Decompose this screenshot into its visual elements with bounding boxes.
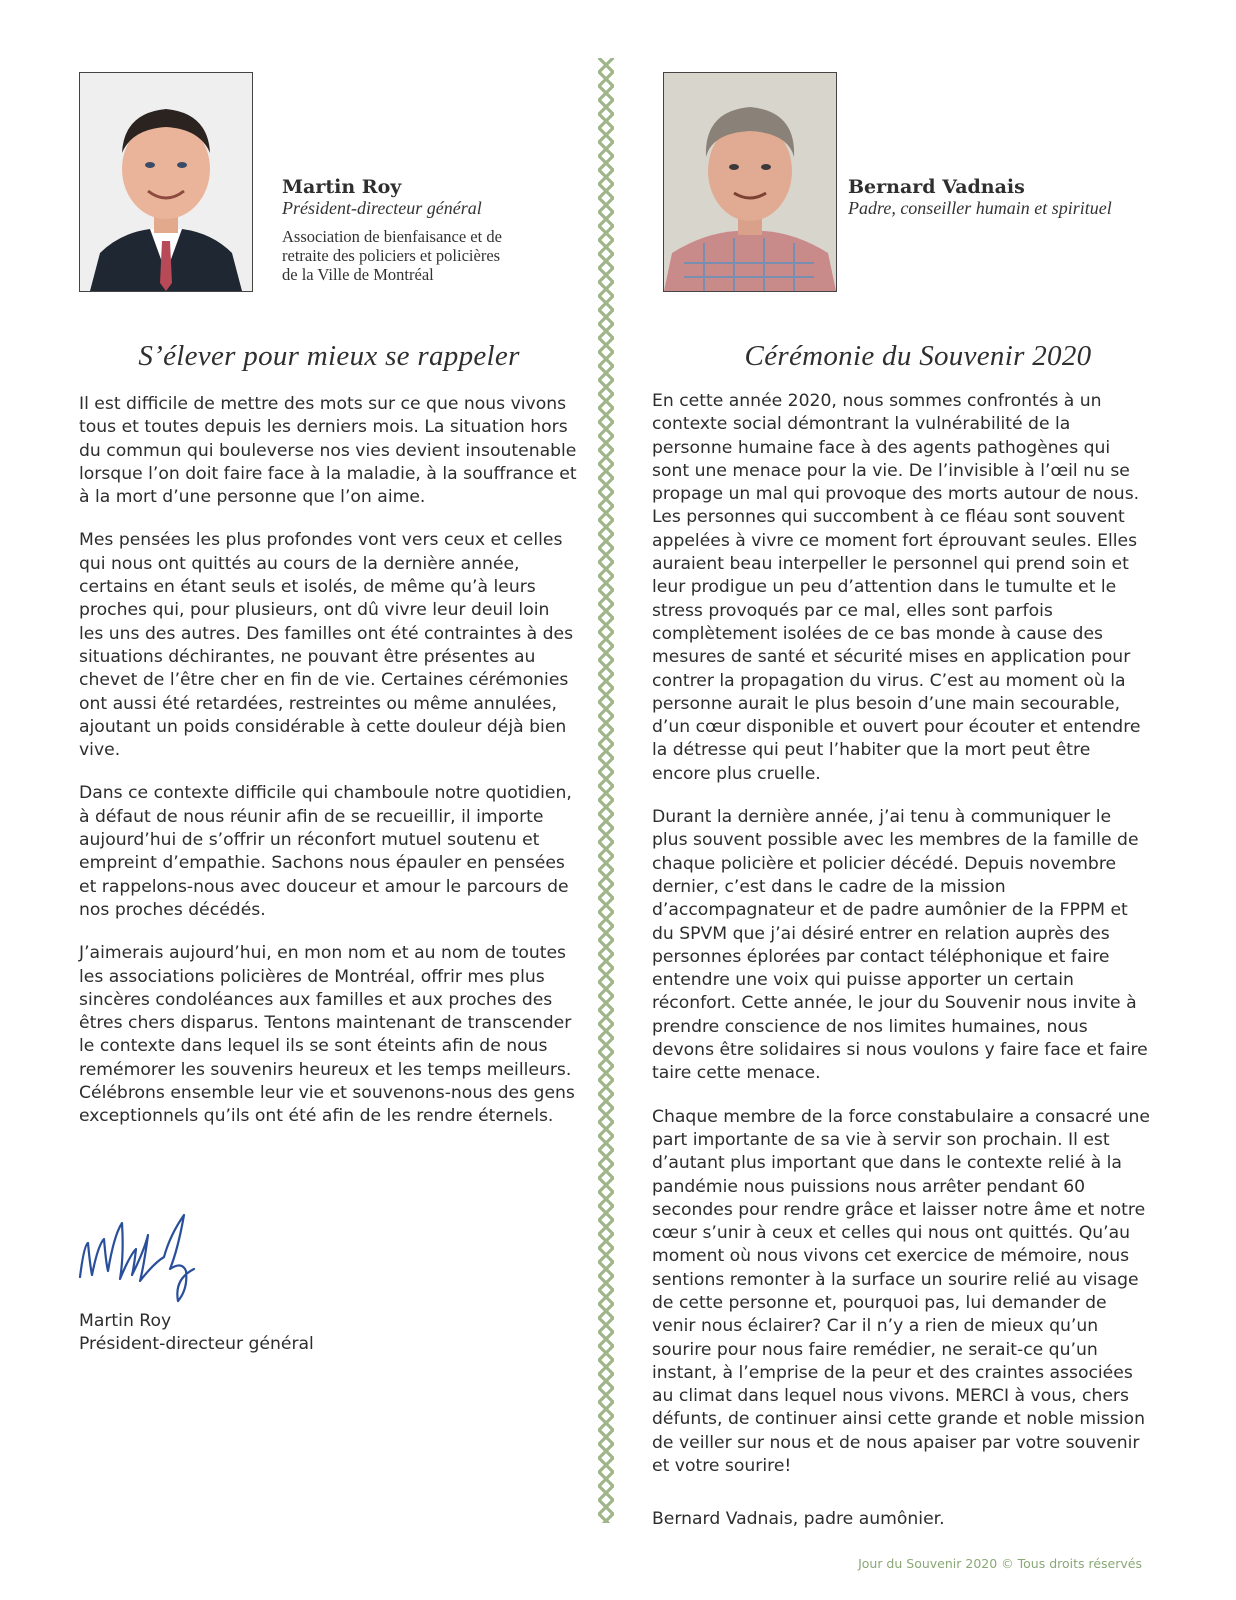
left-byline <box>282 176 582 284</box>
footer-copyright: Jour du Souvenir 2020 © Tous droits réservés <box>858 1556 1142 1571</box>
author-role: Président-directeur général <box>282 198 482 218</box>
paragraph: J’aimerais aujourd’hui, en mon nom et au nom de toutes les associations policières de Montréal, offrir mes plus sincères condoléances aux familles et aux proches des êtres chers disparus. Tentons maintenant de transcender le contexte dans lequel ils se sont éteints afin de nous remémorer les souvenirs heureux et les temps meilleurs. Célébrons ensemble leur vie et souvenons-nous des gens exceptionnels qu’ils ont été afin de les rendre éternels. <box>79 943 575 1127</box>
signoff-role: Président-directeur général <box>79 1334 314 1355</box>
paragraph: Dans ce contexte difficile qui chamboule notre quotidien, à défaut de nous réunir afin de se recueillir, il importe aujourd’hui de s’offrir un réconfort mutuel soutenu et empreint d’empathie. Sachons nous épauler en pensées et rappelons-nous avec douceur et amour le parcours de nos proches décédés. <box>79 783 572 920</box>
org-line: retraite des policiers et policières <box>282 246 501 265</box>
left-heading: S’élever pour mieux se rappeler <box>138 340 520 372</box>
paragraph: Chaque membre de la force constabulaire a consacré une part importante de sa vie à servir son prochain. Il est d’autant plus important que dans le contexte relié à la pandémie nous puissions nous arrêter pendant 60 secondes pour rendre grâce et laisser notre âme et notre cœur s’unir à ceux et celles qui nous ont quittés. Qu’au moment où nous vivons cet exercice de mémoire, nous sentions remonter à la surface un sourire relié au visage de cette personne et, pourquoi pas, lui demander de venir nous éclairer? Car il n’y a rien de mieux qu’un sourire pour nous faire remédier, ne serait-ce qu’un instant, à l’emprise de la peur et des craintes associées au climat dans lequel nous vivons. MERCI à vous, chers défunts, de continuer ainsi cette grande et noble mission de veiller sur nous et de nous apaiser par votre souvenir et votre sourire! <box>652 1106 1150 1477</box>
author-name: Bernard Vadnais <box>848 176 1025 198</box>
signoff-name: Martin Roy <box>79 1311 172 1331</box>
handwritten-signature <box>74 1205 214 1320</box>
column-divider <box>598 58 614 1523</box>
paragraph: Durant la dernière année, j’ai tenu à communiquer le plus souvent possible avec les membres de la famille de chaque policière et policier décédé. Depuis novembre dernier, c’est dans le cadre de la mission d’accompagnateur et de padre aumônier de la FPPM et du SPVM que j’ai désiré entrer en relation auprès des personnes éplorées par contact téléphonique et faire entendre une voix qui puisse apporter un certain réconfort. Cette année, le jour du Souvenir nous invite à prendre conscience de nos limites humaines, nous devons être solidaires si nous voulons y faire face et faire taire cette menace. <box>652 807 1148 1084</box>
left-signoff <box>79 1310 314 1357</box>
left-body <box>79 393 579 1149</box>
paragraph: Bernard Vadnais, padre aumônier. <box>652 1509 945 1530</box>
bernard-vadnais-photo <box>663 72 837 292</box>
author-role: Padre, conseiller humain et spirituel <box>848 198 1112 218</box>
paragraph: En cette année 2020, nous sommes confrontés à un contexte social démontrant la vulnérabilité de la personne humaine face à des agents pathogènes qui sont une menace pour la vie. De l’invisible à l’œil nu se propage un mal qui provoque des morts autour de nous. Les personnes qui succombent à ce fléau sont souvent appelées à vivre ce moment fort éprouvant seules. Elles auraient beau interpeller le personnel qui prend soin et leur prodigue un peu d’attention dans le tumulte et le stress provoqués par ce mal, elles sont parfois complètement isolées de ce bas monde à cause des mesures de santé et sécurité mises en application pour contrer la propagation du virus. C’est au moment où la personne aurait le plus besoin d’une main secourable, d’un cœur disponible et ouvert pour écouter et entendre la détresse qui peut l’habiter que la mort peut être encore plus cruelle. <box>652 391 1141 784</box>
author-name: Martin Roy <box>282 176 402 198</box>
paragraph: Il est difficile de mettre des mots sur ce que nous vivons tous et toutes depuis les derniers mois. La situation hors du commun qui bouleverse nos vies devient insoutenable lorsque l’on doit faire face à la maladie, à la souffrance et à la mort d’une personne que l’on aime. <box>79 394 577 508</box>
right-heading: Cérémonie du Souvenir 2020 <box>744 340 1092 372</box>
org-line: de la Ville de Montréal <box>282 265 434 284</box>
author-organization <box>282 227 582 284</box>
right-body <box>652 390 1152 1552</box>
paragraph: Mes pensées les plus profondes vont vers ceux et celles qui nous ont quittés au cours de la dernière année, certains en étant seuls et isolés, de même qu’à leurs proches qui, pour plusieurs, ont dû vivre leur deuil loin les uns des autres. Des familles ont été contraintes à des situations déchirantes, ne pouvant être présentes au chevet de l’être cher en fin de vie. Certaines cérémonies ont aussi été retardées, restreintes ou même annulées, ajoutant un poids considérable à cette douleur déjà bien vive. <box>79 530 574 761</box>
right-byline <box>848 176 1208 219</box>
martin-roy-photo <box>79 72 253 292</box>
org-line: Association de bienfaisance et de <box>282 227 502 246</box>
